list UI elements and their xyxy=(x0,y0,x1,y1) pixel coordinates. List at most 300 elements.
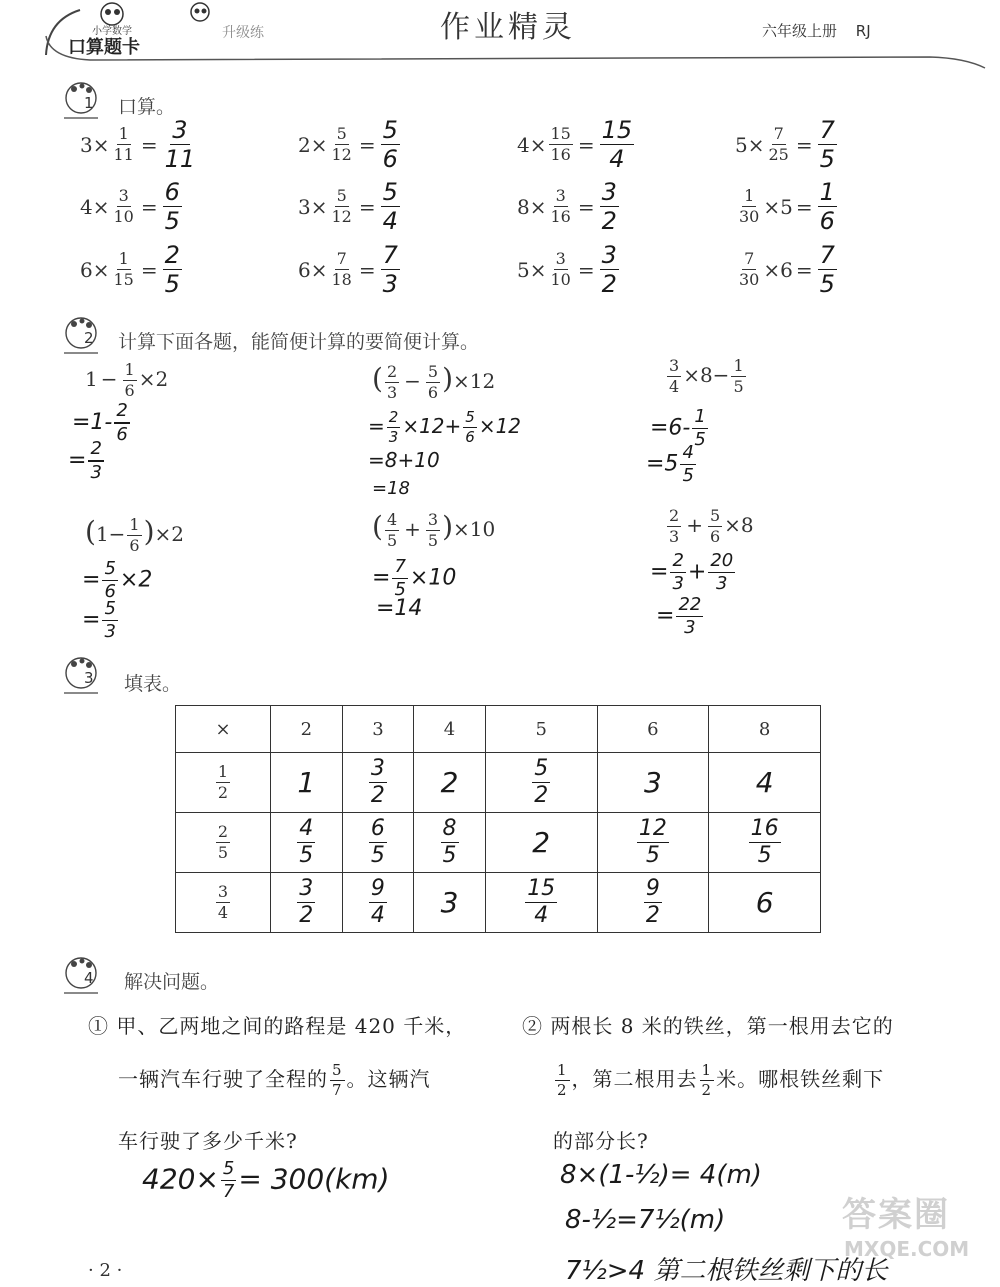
numerator: 2 xyxy=(672,550,684,571)
handwritten-step xyxy=(72,402,132,444)
text: × xyxy=(529,132,547,157)
fraction xyxy=(555,1063,570,1098)
fraction xyxy=(163,243,182,296)
denominator: 4 xyxy=(609,145,625,173)
denominator: 5 xyxy=(442,843,457,868)
text: ×2 xyxy=(119,567,153,593)
fraction xyxy=(330,188,354,225)
oral-item xyxy=(80,180,184,233)
problem-expression: ( $\frac{4}{5}$ + $\frac{3}{5}$ )×10 xyxy=(372,510,496,550)
equals-sign: = xyxy=(140,132,158,157)
denominator: 12 xyxy=(331,207,352,226)
fraction xyxy=(532,758,550,807)
table-cell xyxy=(597,873,709,933)
handwritten-step: = $\frac{2}{3}$ + $\frac{20}{3}$ xyxy=(650,550,734,594)
denominator: 2 xyxy=(601,270,617,298)
logo-main-text: 口算题卡 xyxy=(68,37,140,58)
oral-item xyxy=(735,243,839,296)
question-2-answer-1: 8×(1-½)= 4(m) xyxy=(560,1160,762,1190)
handwritten-step xyxy=(68,440,106,482)
denominator: 5 xyxy=(645,843,660,868)
denominator: 3 xyxy=(90,462,102,483)
question-2-answer-2: 8-½=7½(m) xyxy=(565,1205,726,1235)
handwritten-step: =14 xyxy=(376,596,423,621)
equals-sign: = xyxy=(577,194,595,219)
numerator: 1 xyxy=(819,178,835,206)
denominator: 6 xyxy=(382,145,398,173)
section-number: 4 xyxy=(84,969,94,987)
table-cell: 3 xyxy=(414,873,486,933)
denominator: 5 xyxy=(682,465,694,486)
denominator: 2 xyxy=(217,783,229,802)
fraction xyxy=(549,251,573,288)
numerator: 7 xyxy=(773,124,784,143)
equals-sign: = xyxy=(795,257,813,282)
table-row-header xyxy=(176,753,271,813)
fraction xyxy=(163,118,198,171)
denominator: 3 xyxy=(672,573,684,594)
fraction xyxy=(385,364,399,401)
numerator: 2 xyxy=(217,822,229,841)
equals-sign: = xyxy=(358,257,376,282)
table-cell xyxy=(271,873,343,933)
oral-item xyxy=(298,118,402,171)
question-2-line-2 xyxy=(553,1063,884,1098)
numerator: 15 xyxy=(601,116,633,144)
text: = 300(km) xyxy=(238,1162,390,1196)
problem-expression: $\frac{2}{3}$ + $\frac{5}{6}$ ×8 xyxy=(669,506,754,546)
numerator: 5 xyxy=(104,598,116,619)
table-row-header xyxy=(176,873,271,933)
page-number: · 2 · xyxy=(88,1260,123,1281)
text: 5 xyxy=(517,257,530,282)
fraction xyxy=(737,188,761,225)
table-cell xyxy=(342,813,414,873)
denominator: 4 xyxy=(534,903,549,928)
fraction xyxy=(112,126,136,163)
numerator: 3 xyxy=(299,876,314,901)
numerator: 7 xyxy=(336,249,347,268)
table-header-cell: 8 xyxy=(709,706,821,753)
text: ×8 xyxy=(724,513,754,537)
numerator: 7 xyxy=(744,249,755,268)
numerator: 5 xyxy=(336,124,347,143)
text: =6- xyxy=(650,415,691,441)
denominator: 16 xyxy=(550,207,571,226)
fraction xyxy=(708,508,722,545)
denominator: 5 xyxy=(394,579,406,600)
handwritten-step xyxy=(650,408,710,449)
fraction xyxy=(381,243,400,296)
table-cell: 2 xyxy=(485,813,597,873)
numerator: 3 xyxy=(601,241,617,269)
text: ×12 xyxy=(478,414,522,438)
equals-sign: = xyxy=(577,257,595,282)
table-row xyxy=(176,873,821,933)
table-cell xyxy=(271,813,343,873)
fraction xyxy=(600,118,635,171)
problem-expression: ( $\frac{2}{3}$ − $\frac{5}{6}$ )×12 xyxy=(372,362,496,402)
handwritten-step: = $\frac{5}{3}$ xyxy=(82,598,116,642)
oral-item xyxy=(298,180,402,233)
text: 1− xyxy=(95,522,126,546)
fraction xyxy=(818,180,837,233)
numerator: 5 xyxy=(382,116,398,144)
ladybug-number-icon xyxy=(60,315,102,357)
fraction xyxy=(737,251,761,288)
denominator: 5 xyxy=(299,843,314,868)
table-cell xyxy=(342,873,414,933)
header-rule xyxy=(0,0,1000,80)
section-title: 解决问题。 xyxy=(124,971,220,993)
denominator: 10 xyxy=(113,207,134,226)
fraction xyxy=(818,118,837,171)
numerator: 3 xyxy=(118,186,129,205)
fraction xyxy=(369,878,387,927)
oral-item xyxy=(80,118,199,171)
question-1-line-2 xyxy=(118,1063,431,1098)
fraction xyxy=(680,444,695,485)
fraction xyxy=(731,358,745,395)
text: × xyxy=(92,132,110,157)
question-2-line-1: ② 两根长 8 米的铁丝，第一根用去它的 xyxy=(522,1014,894,1038)
denominator: 3 xyxy=(104,621,116,642)
grade-label: 六年级上册 xyxy=(762,22,838,40)
equals-sign: = xyxy=(140,194,158,219)
numerator: 8 xyxy=(442,816,457,841)
fraction xyxy=(549,188,573,225)
fraction xyxy=(385,512,399,549)
fraction xyxy=(381,118,400,171)
text: 。这辆汽 xyxy=(346,1067,431,1091)
fraction xyxy=(700,1063,715,1098)
denominator: 5 xyxy=(370,843,385,868)
edition-label: RJ xyxy=(855,22,871,40)
watermark xyxy=(830,1185,995,1280)
ladybug-number-icon xyxy=(60,655,102,697)
text: 2 xyxy=(298,132,311,157)
fraction xyxy=(637,818,669,867)
numerator: 7 xyxy=(382,241,398,269)
table-row xyxy=(176,813,821,873)
handwritten-step: = $\frac{2}{3}$ ×12+ $\frac{5}{6}$ ×12 xyxy=(368,408,522,446)
denominator: 2 xyxy=(299,903,314,928)
handwritten-step: =8+10 xyxy=(368,448,440,472)
text: =5 xyxy=(646,451,679,477)
denominator: 5 xyxy=(386,531,398,550)
denominator: 6 xyxy=(819,207,835,235)
denominator: 5 xyxy=(427,531,439,550)
denominator: 2 xyxy=(534,783,549,808)
denominator: 5 xyxy=(819,145,835,173)
fraction: $\frac{1}{6}$ xyxy=(124,360,135,400)
numerator: 2 xyxy=(88,440,103,462)
numerator: 9 xyxy=(645,876,660,901)
oral-item xyxy=(517,180,621,233)
fraction xyxy=(600,243,619,296)
text: ×2 xyxy=(154,522,185,546)
denominator: 6 xyxy=(427,383,439,402)
denominator: 2 xyxy=(370,783,385,808)
numerator: 1 xyxy=(557,1061,568,1079)
denominator: 4 xyxy=(217,903,229,922)
fraction xyxy=(600,180,619,233)
numerator: 5 xyxy=(104,558,116,579)
denominator: 6 xyxy=(104,581,116,602)
numerator: 15 xyxy=(527,876,556,901)
oral-item xyxy=(80,243,184,296)
section-3-header xyxy=(60,655,182,701)
question-2-answer-3: 7½>4 第二根铁丝剩下的长 xyxy=(565,1256,888,1286)
fraction xyxy=(163,180,182,233)
denominator: 7 xyxy=(222,1181,235,1202)
denominator: 11 xyxy=(113,145,134,164)
watermark-top: 答案圈 xyxy=(842,1195,950,1235)
section-number: 1 xyxy=(84,94,94,112)
denominator: 3 xyxy=(684,617,696,638)
table-cell xyxy=(485,873,597,933)
fraction xyxy=(426,364,440,401)
numerator: 2 xyxy=(114,402,129,424)
denominator: 5 xyxy=(694,429,706,450)
fraction xyxy=(644,878,662,927)
fraction xyxy=(114,402,129,444)
text: ×6 xyxy=(763,257,793,282)
numerator: 7 xyxy=(819,116,835,144)
table-row xyxy=(176,753,821,813)
text: × xyxy=(529,194,547,219)
fraction xyxy=(670,552,685,593)
section-number: 2 xyxy=(84,329,94,347)
fraction xyxy=(441,818,459,867)
numerator: 3 xyxy=(669,356,680,375)
oral-item xyxy=(735,180,839,233)
numerator: 5 xyxy=(709,506,721,525)
handwritten-step: = $\frac{5}{6}$ ×2 xyxy=(82,558,153,602)
fraction xyxy=(330,126,354,163)
table-cell xyxy=(342,753,414,813)
problem-expression: 1 − $\frac{1}{6}$ ×2 xyxy=(85,360,169,400)
numerator: 3 xyxy=(555,186,566,205)
numerator: 4 xyxy=(682,442,694,463)
denominator: 7 xyxy=(332,1081,343,1099)
denominator: 2 xyxy=(645,903,660,928)
numerator: 2 xyxy=(164,241,180,269)
fraction xyxy=(767,126,791,163)
denominator: 18 xyxy=(331,270,352,289)
denominator: 6 xyxy=(709,527,721,546)
fraction xyxy=(330,251,354,288)
table-cell: 4 xyxy=(709,753,821,813)
text: ×10 xyxy=(409,565,457,591)
fraction: $\frac{2}{3}$ xyxy=(388,408,399,446)
fraction xyxy=(692,408,707,449)
fraction xyxy=(297,878,315,927)
handwritten-step: = $\frac{7}{5}$ ×10 xyxy=(372,556,457,600)
text: 4 xyxy=(517,132,530,157)
oral-item xyxy=(517,243,621,296)
text: × xyxy=(92,257,110,282)
text: ×8− xyxy=(683,363,730,387)
text: ×5 xyxy=(763,194,793,219)
numerator: 1 xyxy=(129,515,140,534)
question-2-line-3: 的部分长? xyxy=(553,1129,649,1153)
text: 5 xyxy=(735,132,748,157)
denominator: 4 xyxy=(370,903,385,928)
denominator: 15 xyxy=(113,270,134,289)
text: 6 xyxy=(80,257,93,282)
table-cell: 3 xyxy=(597,753,709,813)
denominator: 3 xyxy=(386,383,398,402)
fraction xyxy=(216,764,230,801)
numerator: 4 xyxy=(299,816,314,841)
oral-item xyxy=(735,118,839,171)
ladybug-number-icon xyxy=(60,955,102,997)
fraction xyxy=(216,824,230,861)
table-header-row xyxy=(176,706,821,753)
numerator: 1 xyxy=(694,406,706,427)
denominator: 5 xyxy=(733,377,744,396)
question-1-line-3: 车行驶了多少千米? xyxy=(118,1129,298,1153)
denominator: 5 xyxy=(164,207,180,235)
section-number: 3 xyxy=(84,669,94,687)
numerator: 3 xyxy=(217,882,229,901)
fraction xyxy=(525,878,557,927)
fraction xyxy=(112,251,136,288)
numerator: 1 xyxy=(744,186,755,205)
fraction xyxy=(369,758,387,807)
numerator: 3 xyxy=(172,116,188,144)
fraction xyxy=(426,512,440,549)
text: × xyxy=(747,132,765,157)
section-title: 填表。 xyxy=(124,673,182,695)
watermark-bottom: MXQE.COM xyxy=(844,1237,970,1261)
text: × xyxy=(92,194,110,219)
section-title: 计算下面各题，能简便计算的要简便计算。 xyxy=(118,331,480,353)
text: × xyxy=(310,132,328,157)
table-cell: 1 xyxy=(271,753,343,813)
fill-table xyxy=(175,705,821,933)
text: ×10 xyxy=(453,517,496,541)
text: × xyxy=(310,257,328,282)
numerator: 6 xyxy=(164,178,180,206)
header-subtitle: 升级练 xyxy=(222,25,264,41)
text: 4 xyxy=(80,194,93,219)
fraction xyxy=(297,818,315,867)
numerator: 7 xyxy=(819,241,835,269)
numerator: 7 xyxy=(394,556,406,577)
numerator: 3 xyxy=(601,178,617,206)
numerator: 5 xyxy=(222,1158,235,1179)
text: 420× xyxy=(142,1162,219,1196)
numerator: 5 xyxy=(427,362,439,381)
numerator: 6 xyxy=(370,816,385,841)
table-corner-cell: × xyxy=(176,706,271,753)
equals-sign: = xyxy=(358,132,376,157)
fraction xyxy=(216,884,230,921)
equals-sign: = xyxy=(358,194,376,219)
numerator: 5 xyxy=(332,1061,343,1079)
text: 米。哪根铁丝剩下 xyxy=(716,1067,885,1091)
fraction xyxy=(369,818,387,867)
denominator: 12 xyxy=(331,145,352,164)
text: × xyxy=(310,194,328,219)
text: 3 xyxy=(80,132,93,157)
text: 8 xyxy=(517,194,530,219)
denominator: 30 xyxy=(739,207,760,226)
numerator: 1 xyxy=(118,249,129,268)
denominator: 16 xyxy=(550,145,571,164)
numerator: 5 xyxy=(534,756,549,781)
text: ×2 xyxy=(138,367,169,391)
numerator: 5 xyxy=(382,178,398,206)
denominator: 11 xyxy=(164,145,196,173)
numerator: 1 xyxy=(701,1061,713,1079)
table-cell: 6 xyxy=(709,873,821,933)
denominator: 25 xyxy=(768,145,789,164)
table-header-cell: 5 xyxy=(485,706,597,753)
text: ，第二根用去 xyxy=(571,1067,698,1091)
table-cell xyxy=(709,813,821,873)
fraction xyxy=(676,596,703,637)
denominator: 3 xyxy=(669,527,680,546)
text: 6 xyxy=(298,257,311,282)
denominator: 6 xyxy=(124,381,135,400)
table-header-cell: 3 xyxy=(342,706,414,753)
numerator: 5 xyxy=(336,186,347,205)
table-header-cell: 6 xyxy=(597,706,709,753)
text: = xyxy=(68,448,87,473)
numerator: 1 xyxy=(118,124,129,143)
oral-item xyxy=(298,243,402,296)
numerator: 3 xyxy=(555,249,566,268)
table-header-cell: 2 xyxy=(271,706,343,753)
denominator: 6 xyxy=(129,536,140,555)
text: 1 xyxy=(85,367,98,391)
numerator: 1 xyxy=(217,762,229,781)
text: 3 xyxy=(298,194,311,219)
problem-expression: (1− $\frac{1}{6}$ )×2 xyxy=(85,515,185,555)
numerator: 12 xyxy=(638,816,667,841)
fraction xyxy=(749,818,781,867)
ladybug-number-icon xyxy=(60,80,102,122)
denominator: 3 xyxy=(382,270,398,298)
denominator: 30 xyxy=(739,270,760,289)
numerator: 3 xyxy=(427,510,439,529)
fraction xyxy=(102,600,117,641)
denominator: 2 xyxy=(601,207,617,235)
handwritten-step: = $\frac{22}{3}$ xyxy=(656,594,702,638)
handwritten-step xyxy=(646,444,698,485)
numerator: 15 xyxy=(550,124,571,143)
denominator: 3 xyxy=(716,573,728,594)
text: 一辆汽车行驶了全程的 xyxy=(118,1067,328,1091)
fraction xyxy=(102,560,117,601)
fraction xyxy=(330,1063,345,1098)
numerator: 22 xyxy=(678,594,702,615)
equals-sign: = xyxy=(577,132,595,157)
logo-top-text: 小学数学 xyxy=(92,26,132,37)
fraction xyxy=(392,558,407,599)
numerator: 2 xyxy=(386,362,398,381)
denominator: 4 xyxy=(382,207,398,235)
table-row-header xyxy=(176,813,271,873)
denominator: 5 xyxy=(164,270,180,298)
numerator: 3 xyxy=(370,756,385,781)
table-cell xyxy=(414,813,486,873)
table-header-cell: 4 xyxy=(414,706,486,753)
equals-sign: = xyxy=(795,132,813,157)
